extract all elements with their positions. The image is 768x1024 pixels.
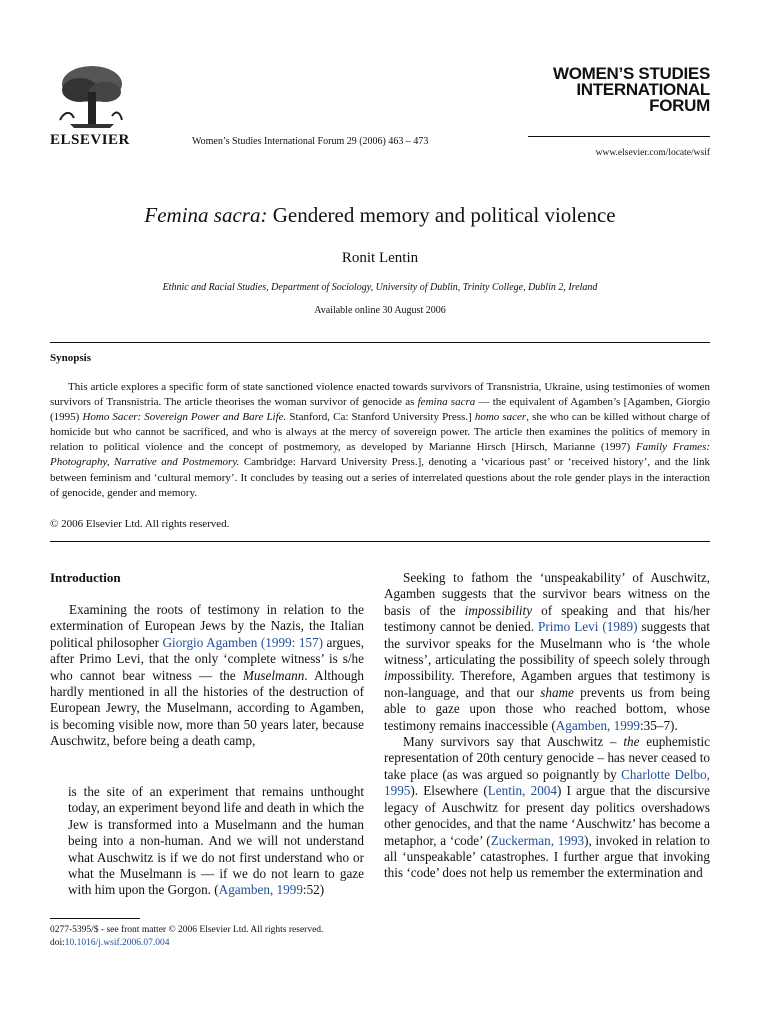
synopsis-bottom-rule xyxy=(50,541,710,542)
citation-link[interactable]: Giorgio Agamben (1999: 157) xyxy=(162,634,323,650)
footnote-rule xyxy=(50,918,140,919)
left-column-paragraph: Examining the roots of testimony in relation to the extermination of European Jews by the Nazis, the Italian political philosopher Giorgio Agamben (1999: 157) argues, after Primo Levi, that the only ‘complete witness’ is s/he who cannot bear witness — the Muselmann. Although hardly mentioned in all the histories of the destruction of European Jewry, the Muselmann, according to Agamben, is becoming visible now, more than 50 years later, because Auschwitz, before being a death camp, xyxy=(50,602,364,749)
article-title xyxy=(50,203,710,228)
journal-title xyxy=(520,66,710,114)
doi-link[interactable]: 10.1016/j.wsif.2006.07.004 xyxy=(64,938,170,948)
journal-citation: Women’s Studies International Forum 29 (2006) 463 – 473 xyxy=(192,136,429,147)
journal-title-line2: INTERNATIONAL xyxy=(576,80,710,99)
doi-line: doi:10.1016/j.wsif.2006.07.004 xyxy=(50,938,170,948)
citation-link[interactable]: Agamben, 1999 xyxy=(218,882,303,898)
journal-title-line1: WOMEN’S STUDIES xyxy=(552,64,710,83)
citation-link[interactable]: Charlotte Delbo, 1995 xyxy=(384,766,710,799)
front-matter-line: 0277-5395/$ - see front matter © 2006 Elsevier Ltd. All rights reserved. xyxy=(50,925,324,935)
citation-link[interactable]: Zuckerman, 1993 xyxy=(490,832,585,848)
synopsis-copyright: © 2006 Elsevier Ltd. All rights reserved. xyxy=(50,518,230,530)
author-affiliation: Ethnic and Racial Studies, Department of Sociology, University of Dublin, Trinity College, Dublin 2, Ireland xyxy=(162,282,598,293)
citation-link[interactable]: Primo Levi (1989) xyxy=(538,619,638,635)
article-title-rest: Gendered memory and political violence xyxy=(267,203,616,227)
article-title-italic: Femina sacra: xyxy=(144,203,268,227)
citation-link[interactable]: Lentin, 2004 xyxy=(487,783,557,799)
synopsis-text: This article explores a specific form of state sanctioned violence enacted towards survivors of Transnistria, Ukraine, using testimonies of women survivors of Transnistria. The article theorises the woman survivor of genocide as femina sacra — the equivalent of Agamben’s [Agamben, Giorgio (1995) Homo Sacer: Sovereign Power and Bare Life. Stanford, Ca: Stanford University Press.] homo sacer, she who can be killed without charge of homicide but who cannot be sacrificed, and who is always at the mercy of sovereign power. The article then examines the politics of memory in relation to political violence and the concept of postmemory, as developed by Marianne Hirsch [Hirsch, Marianne (1997) Family Frames: Photography, Narrative and Postmemory. Cambridge: Harvard University Press.], denoting a ‘vicarious past’ or ‘received history’, and the link between feminism and ‘cultural memory’. It concludes by teasing out a series of interrelated questions about the role gender plays in the interaction of genocide, gender and memory. xyxy=(50,381,711,499)
citation-link[interactable]: Agamben, 1999 xyxy=(555,717,641,733)
publisher-name: ELSEVIER xyxy=(50,132,130,148)
elsevier-logo xyxy=(50,62,130,134)
synopsis-heading: Synopsis xyxy=(50,352,91,364)
block-quote: is the site of an experiment that remains unthought today, an experiment beyond life and death in which the Jew is transformed into a Muselmann and the human being into a non-human. And we will not understand what Auschwitz is if we do not first understand who or what the Muselmann is — if we do not learn to gaze with him upon the Gorgon. (Agamben, 1999:52) xyxy=(68,784,364,898)
section-heading-introduction: Introduction xyxy=(50,570,121,585)
journal-divider xyxy=(528,136,710,137)
journal-title-line3: FORUM xyxy=(649,96,710,115)
synopsis-top-rule xyxy=(50,342,710,343)
journal-url[interactable]: www.elsevier.com/locate/wsif xyxy=(595,148,710,158)
footnote xyxy=(50,924,323,950)
availability-date: Available online 30 August 2006 xyxy=(314,305,446,316)
right-column-text: Seeking to fathom the ‘unspeakability’ of Auschwitz, Agamben suggests that the survivor bears witness on the basis of the impossibility of speaking and that his/her testimony cannot be denied. Primo Levi (1989) suggests that the survivor speaks for the Muselmann who is ‘the whole witness’, articulating the possibility of speech solely through impossibility. Therefore, Agamben argues that testimony is non-language, and that our shame prevents us from being able to gaze upon those who reached bottom, whose testimony remains inaccessible (Agamben, 1999:35–7). Many survivors say that Auschwitz – the euphemistic representation of 20th century genocide – has never ceased to take place (as was argued so poignantly by Charlotte Delbo, 1995). Elsewhere (Lentin, 2004) I argue that the discursive legacy of Auschwitz for present day politics overshadows other genocides, and that the name ‘Auschwitz’ has become a metaphor, a ‘code’ (Zuckerman, 1993), invoked in relation to all ‘unspeakable’ catastrophes. I further argue that invoking this ‘code’ does not help us remember the extermination and xyxy=(384,570,711,881)
author-name: Ronit Lentin xyxy=(341,250,419,266)
